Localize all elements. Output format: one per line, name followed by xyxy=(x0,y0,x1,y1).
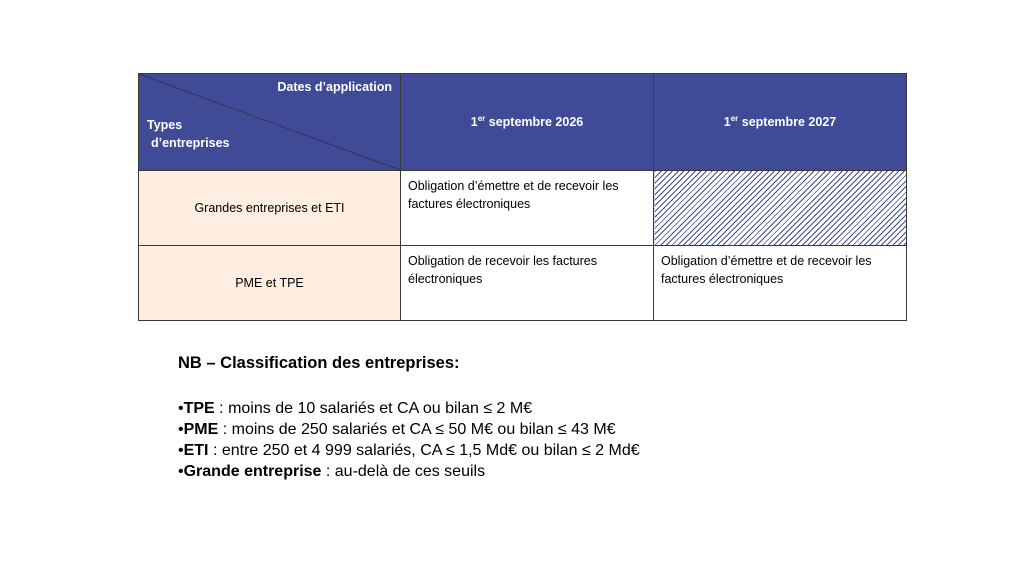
row-header-pme-tpe: PME et TPE xyxy=(139,246,401,321)
column-header-2026: 1er septembre 2026 xyxy=(401,74,654,171)
column-header-2027: 1er septembre 2027 xyxy=(654,74,907,171)
cell-pme-2026: Obligation de recevoir les factures électroniques xyxy=(401,246,654,321)
list-item: •Grande entreprise : au-delà de ces seuils xyxy=(178,463,486,480)
classification-notes xyxy=(178,354,878,482)
header-row xyxy=(139,74,907,171)
dates-header-label: Dates d’application xyxy=(277,80,392,94)
cell-grandes-2026: Obligation d’émettre et de recevoir les factures électroniques xyxy=(401,171,654,246)
notes-title: NB – Classification des entreprises: xyxy=(178,354,460,372)
cell-grandes-2027-hatched xyxy=(654,171,907,246)
application-dates-table xyxy=(138,73,907,321)
table-row xyxy=(139,171,907,246)
list-item: •ETI : entre 250 et 4 999 salariés, CA ≤ 1,5 Md€ ou bilan ≤ 2 Md€ xyxy=(178,442,640,459)
cell-pme-2027: Obligation d’émettre et de recevoir les factures électroniques xyxy=(654,246,907,321)
types-header-label: Types d’entreprises xyxy=(147,118,230,150)
classification-list xyxy=(178,398,878,482)
row-header-grandes-entreprises: Grandes entreprises et ETI xyxy=(139,171,401,246)
table-row xyxy=(139,246,907,321)
corner-header-cell xyxy=(139,74,401,171)
list-item: •TPE : moins de 10 salariés et CA ou bilan ≤ 2 M€ xyxy=(178,400,533,417)
list-item: •PME : moins de 250 salariés et CA ≤ 50 M€ ou bilan ≤ 43 M€ xyxy=(178,421,616,438)
